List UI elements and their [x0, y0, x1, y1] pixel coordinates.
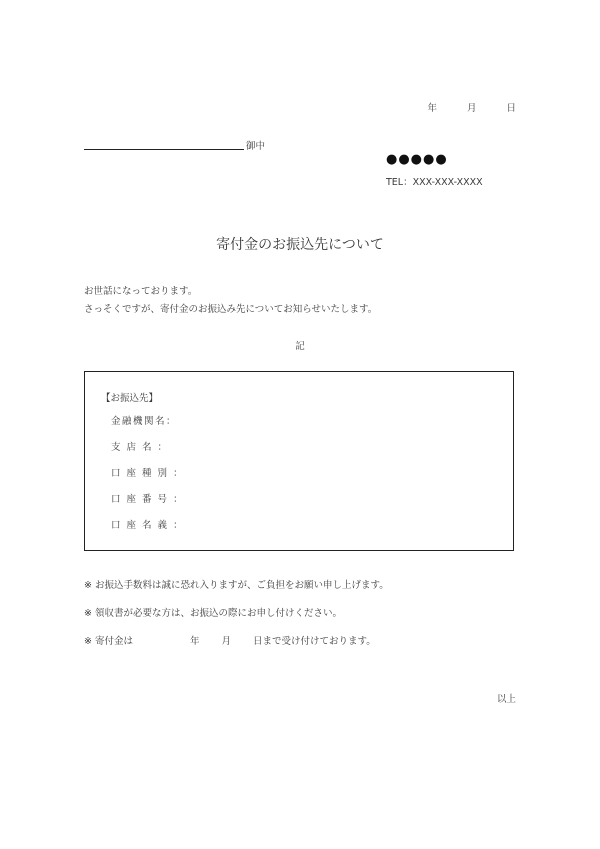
- ki-marker: 記: [295, 341, 305, 352]
- date-year-label: 年: [427, 103, 437, 114]
- greeting-line: お世話になっております。: [84, 286, 198, 297]
- transfer-box-heading: 【お振込先】: [101, 393, 159, 404]
- field-account-holder: 口 座 名 義 ：: [111, 520, 185, 531]
- field-bank-name: 金融機関名：: [111, 416, 178, 427]
- sender-name: ●●●●●: [386, 152, 448, 167]
- document-date: [427, 100, 516, 114]
- greeting-line: さっそくですが、寄付金のお振込み先についてお知らせいたします。: [84, 304, 378, 315]
- note-deadline-suffix: 日まで受け付けております。: [253, 636, 376, 647]
- note-deadline: [84, 633, 376, 647]
- recipient-honorific: 御中: [246, 141, 266, 152]
- field-account-number: 口 座 番 号 ：: [111, 494, 185, 505]
- note-deadline-prefix: ※ 寄付金は: [84, 636, 133, 647]
- recipient-name-blank: [84, 149, 244, 150]
- date-month-label: 月: [466, 103, 477, 114]
- note-deadline-month: 月: [221, 636, 232, 647]
- transfer-info-box: [84, 371, 514, 551]
- field-account-type: 口 座 種 別 ：: [111, 468, 185, 479]
- note-transfer-fee: ※ お振込手数料は誠に恐れ入りますが、ご負担をお願い申し上げます。: [84, 580, 389, 591]
- sender-tel: TEL：XXX-XXX-XXXX: [386, 177, 483, 188]
- field-branch-name: 支 店 名 ：: [111, 442, 169, 453]
- note-deadline-year: 年: [189, 636, 200, 647]
- closing-remark: 以上: [496, 694, 516, 705]
- date-day-label: 日: [506, 103, 516, 114]
- note-receipt: ※ 領収書が必要な方は、お振込の際にお申し付けください。: [84, 608, 342, 619]
- document-title: 寄付金のお振込先について: [216, 237, 384, 253]
